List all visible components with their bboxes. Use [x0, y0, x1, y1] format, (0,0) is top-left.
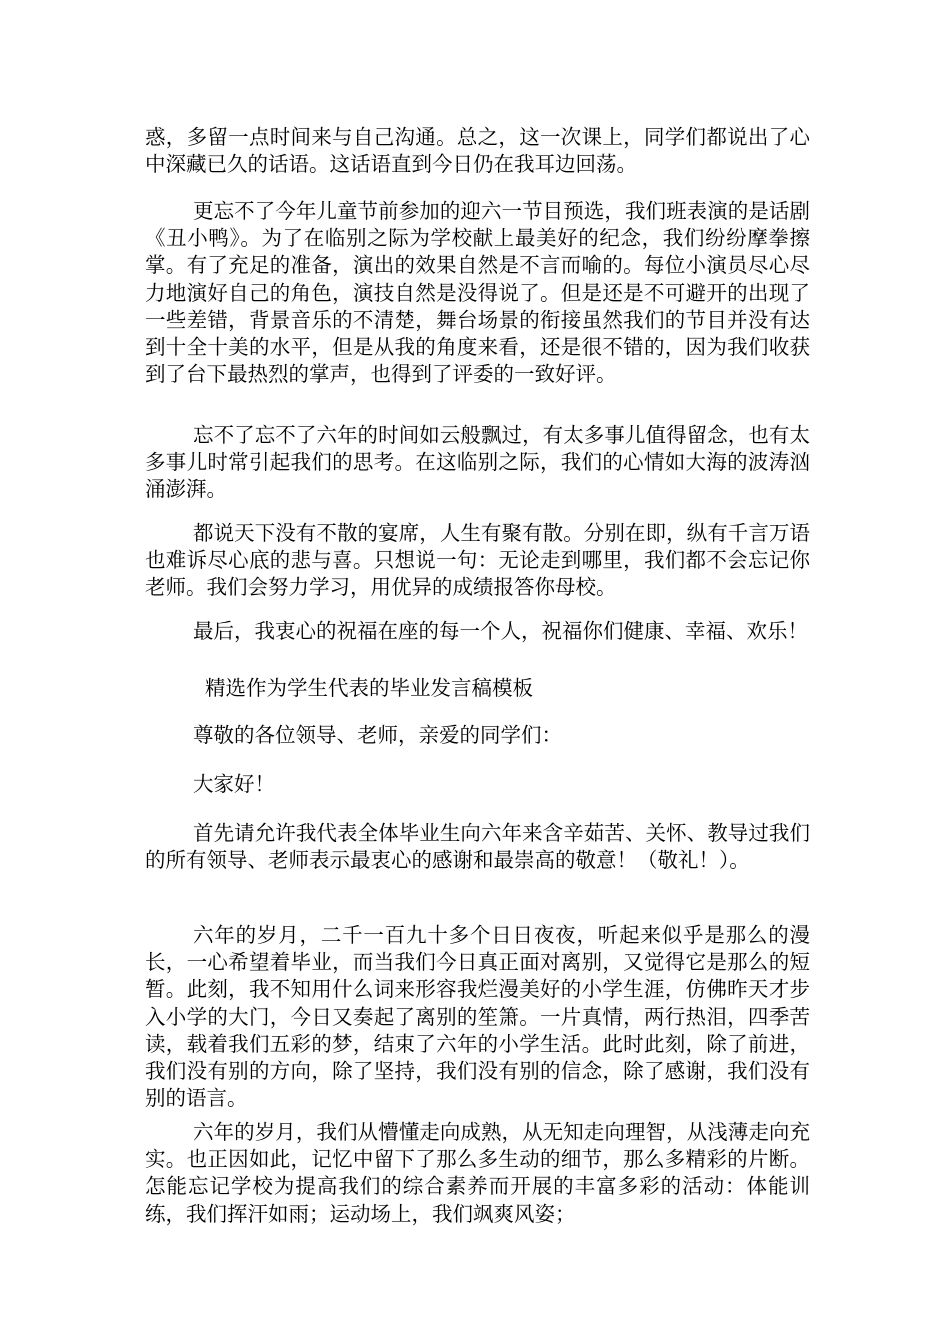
paragraph-growth: 六年的岁月，我们从懵懂走向成熟，从无知走向理智，从浅薄走向充实。也正因如此，记忆中留下了那么多生动的细节，那么多精彩的片断。怎能忘记学校为提高我们的综合素养而开展的丰富多彩的活动：体能训练，我们挥汗如雨；运动场上，我们飒爽风姿； — [145, 1120, 810, 1226]
paragraph-thanks: 首先请允许我代表全体毕业生向六年来含辛茹苦、关怀、教导过我们的所有领导、老师表示最衷心的感谢和最崇高的敬意！（敬礼！）。 — [145, 821, 810, 873]
salutation: 尊敬的各位领导、老师，亲爱的同学们： — [193, 723, 562, 747]
greeting: 大家好！ — [193, 772, 275, 796]
paragraph-six-years-short: 六年的岁月，二千一百九十多个日日夜夜，听起来似乎是那么的漫长，一心希望着毕业，而当我们今日真正面对离别，又觉得它是那么的短暂。此刻，我不知用什么词来形容我烂漫美好的小学生涯，仿佛昨天才步入小学的大门，今日又奏起了离别的笙箫。一片真情，两行热泪，四季苦读，载着我们五彩的梦，结束了六年的小学生活。此时此刻，除了前进，我们没有别的方向，除了坚持，我们没有别的信念，除了感谢，我们没有别的语言。 — [145, 923, 810, 1111]
paragraph-childrens-day-play: 更忘不了今年儿童节前参加的迎六一节目预选，我们班表演的是话剧《丑小鸭》。为了在临别之际为学校献上最美好的纪念，我们纷纷摩拳擦掌。有了充足的准备，演出的效果自然是不言而喻的。每位小演员尽心尽力地演好自己的角色，演技自然是没得说了。但是还是不可避开的出现了一些差错，背景音乐的不清楚，舞台场景的衔接虽然我们的节目并没有达到十全十美的水平，但是从我的角度来看，还是很不错的，因为我们收获到了台下最热烈的掌声，也得到了评委的一致好评。 — [145, 199, 810, 387]
section-heading: 精选作为学生代表的毕业发言稿模板 — [205, 676, 533, 700]
paragraph-closing-wishes: 最后，我衷心的祝福在座的每一个人，祝福你们健康、幸福、欢乐！ — [193, 619, 808, 643]
paragraph-six-years-memories: 忘不了忘不了六年的时间如云般飘过，有太多事儿值得留念，也有太多事儿时常引起我们的思考。在这临别之际，我们的心情如大海的波涛汹涌澎湃。 — [145, 423, 810, 502]
paragraph-farewell: 都说天下没有不散的宴席，人生有聚有散。分别在即，纵有千言万语也难诉尽心底的悲与喜。只想说一句：无论走到哪里，我们都不会忘记你老师。我们会努力学习，用优异的成绩报答你母校。 — [145, 521, 810, 600]
paragraph-classroom-reflection: 惑，多留一点时间来与自己沟通。总之，这一次课上，同学们都说出了心中深藏已久的话语。这话语直到今日仍在我耳边回荡。 — [145, 125, 810, 177]
